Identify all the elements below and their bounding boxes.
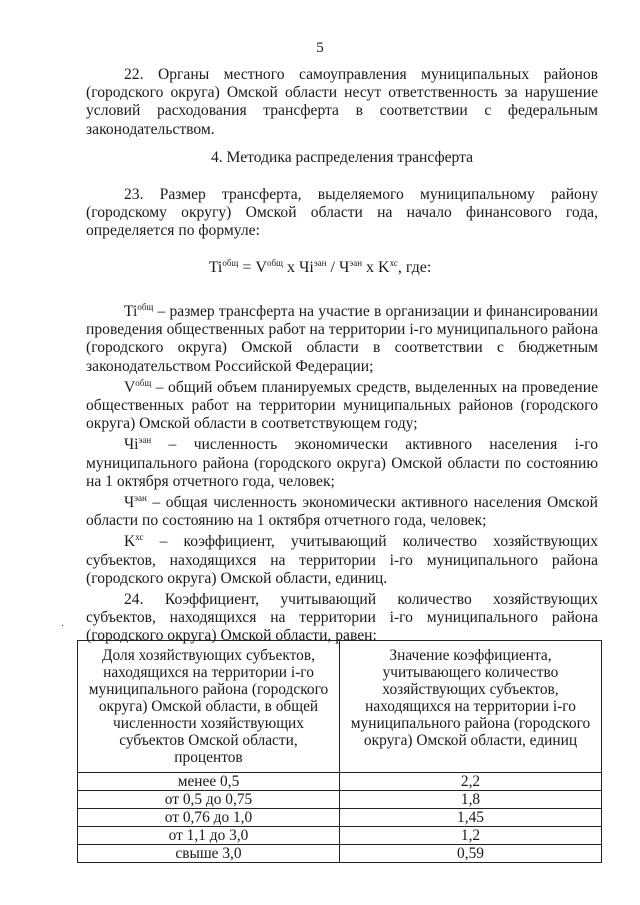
- table-row: [78, 827, 602, 845]
- paragraph-22: 22. Органы местного самоуправления муниципальных районов (городского округа) Омской области несут ответственность за нарушение условий расходования трансферта в соответствии с федеральным законодательством.: [86, 66, 598, 138]
- transfer-formula: $Ti^{общ} = V^{общ}$ x $Чi^{эан} / Ч^{эан}$ x $K^{хс}$, где:: [208, 258, 432, 276]
- table-row: [78, 791, 602, 809]
- table-row: [78, 809, 602, 827]
- table-row: [78, 845, 602, 863]
- table-cell: от 0,76 до 1,0: [78, 809, 340, 827]
- paragraph-23: 23. Размер трансферта, выделяемого муниципальному району (городскому округу) Омской области на начало финансового года, определяется по формуле:: [86, 186, 598, 240]
- page-number: 5: [316, 40, 324, 56]
- table-cell: 1,2: [340, 827, 602, 845]
- coefficient-table: [77, 640, 602, 863]
- table-header-cell: Значение коэффициента, учитывающего количество хозяйствующих субъектов, находящихся на территории i-го муниципального района (городского округа) Омской области, единиц: [340, 641, 602, 773]
- margin-mark: ·: [61, 621, 65, 632]
- definition-item: $Ч^{эан}$ – общая численность экономически активного населения Омской области по состоянию на 1 октября отчетного года, человек;: [86, 493, 598, 530]
- table-cell: 2,2: [340, 773, 602, 791]
- definition-item: $Чi^{эан}$ – численность экономически активного населения i-го муниципального района (городского округа) Омской области по состоянию на 1 октября отчетного года, человек;: [86, 435, 598, 490]
- table-cell: от 0,5 до 0,75: [78, 791, 340, 809]
- paragraph-24: 24. Коэффициент, учитывающий количество хозяйствующих субъектов, находящихся на территории i-го муниципального района (городского округа) Омской области, равен:: [86, 591, 598, 645]
- definition-item: $Ti^{общ}$ – размер трансферта на участие в организации и финансировании проведения общественных работ на территории i-го муниципального района (городского округа) Омской области в соответствии с бюджетным законодательством Российской Федерации;: [86, 302, 598, 375]
- table-header-row: [78, 641, 602, 773]
- table-header-cell: Доля хозяйствующих субъектов, находящихся на территории i-го муниципального района (городского округа) Омской области, в общей численности хозяйствующих субъектов Омской области, процентов: [78, 641, 340, 773]
- section-title: 4. Методика распределения трансферта: [210, 149, 474, 166]
- table-row: [78, 773, 602, 791]
- definitions: [86, 303, 598, 649]
- table-cell: менее 0,5: [78, 773, 340, 791]
- table-cell: свыше 3,0: [78, 845, 340, 863]
- table-cell: 1,8: [340, 791, 602, 809]
- table-cell: 0,59: [340, 845, 602, 863]
- table-cell: от 1,1 до 3,0: [78, 827, 340, 845]
- table-cell: 1,45: [340, 809, 602, 827]
- definition-item: $V^{общ}$ – общий объем планируемых средств, выделенных на проведение общественных работ на территории муниципальных районов (городского округа) Омской области в соответствующем году;: [86, 377, 598, 433]
- definition-item: $K^{хс}$ – коэффициент, учитывающий количество хозяйствующих субъектов, находящихся на территории i-го муниципального района (городского округа) Омской области, единиц.: [86, 532, 598, 587]
